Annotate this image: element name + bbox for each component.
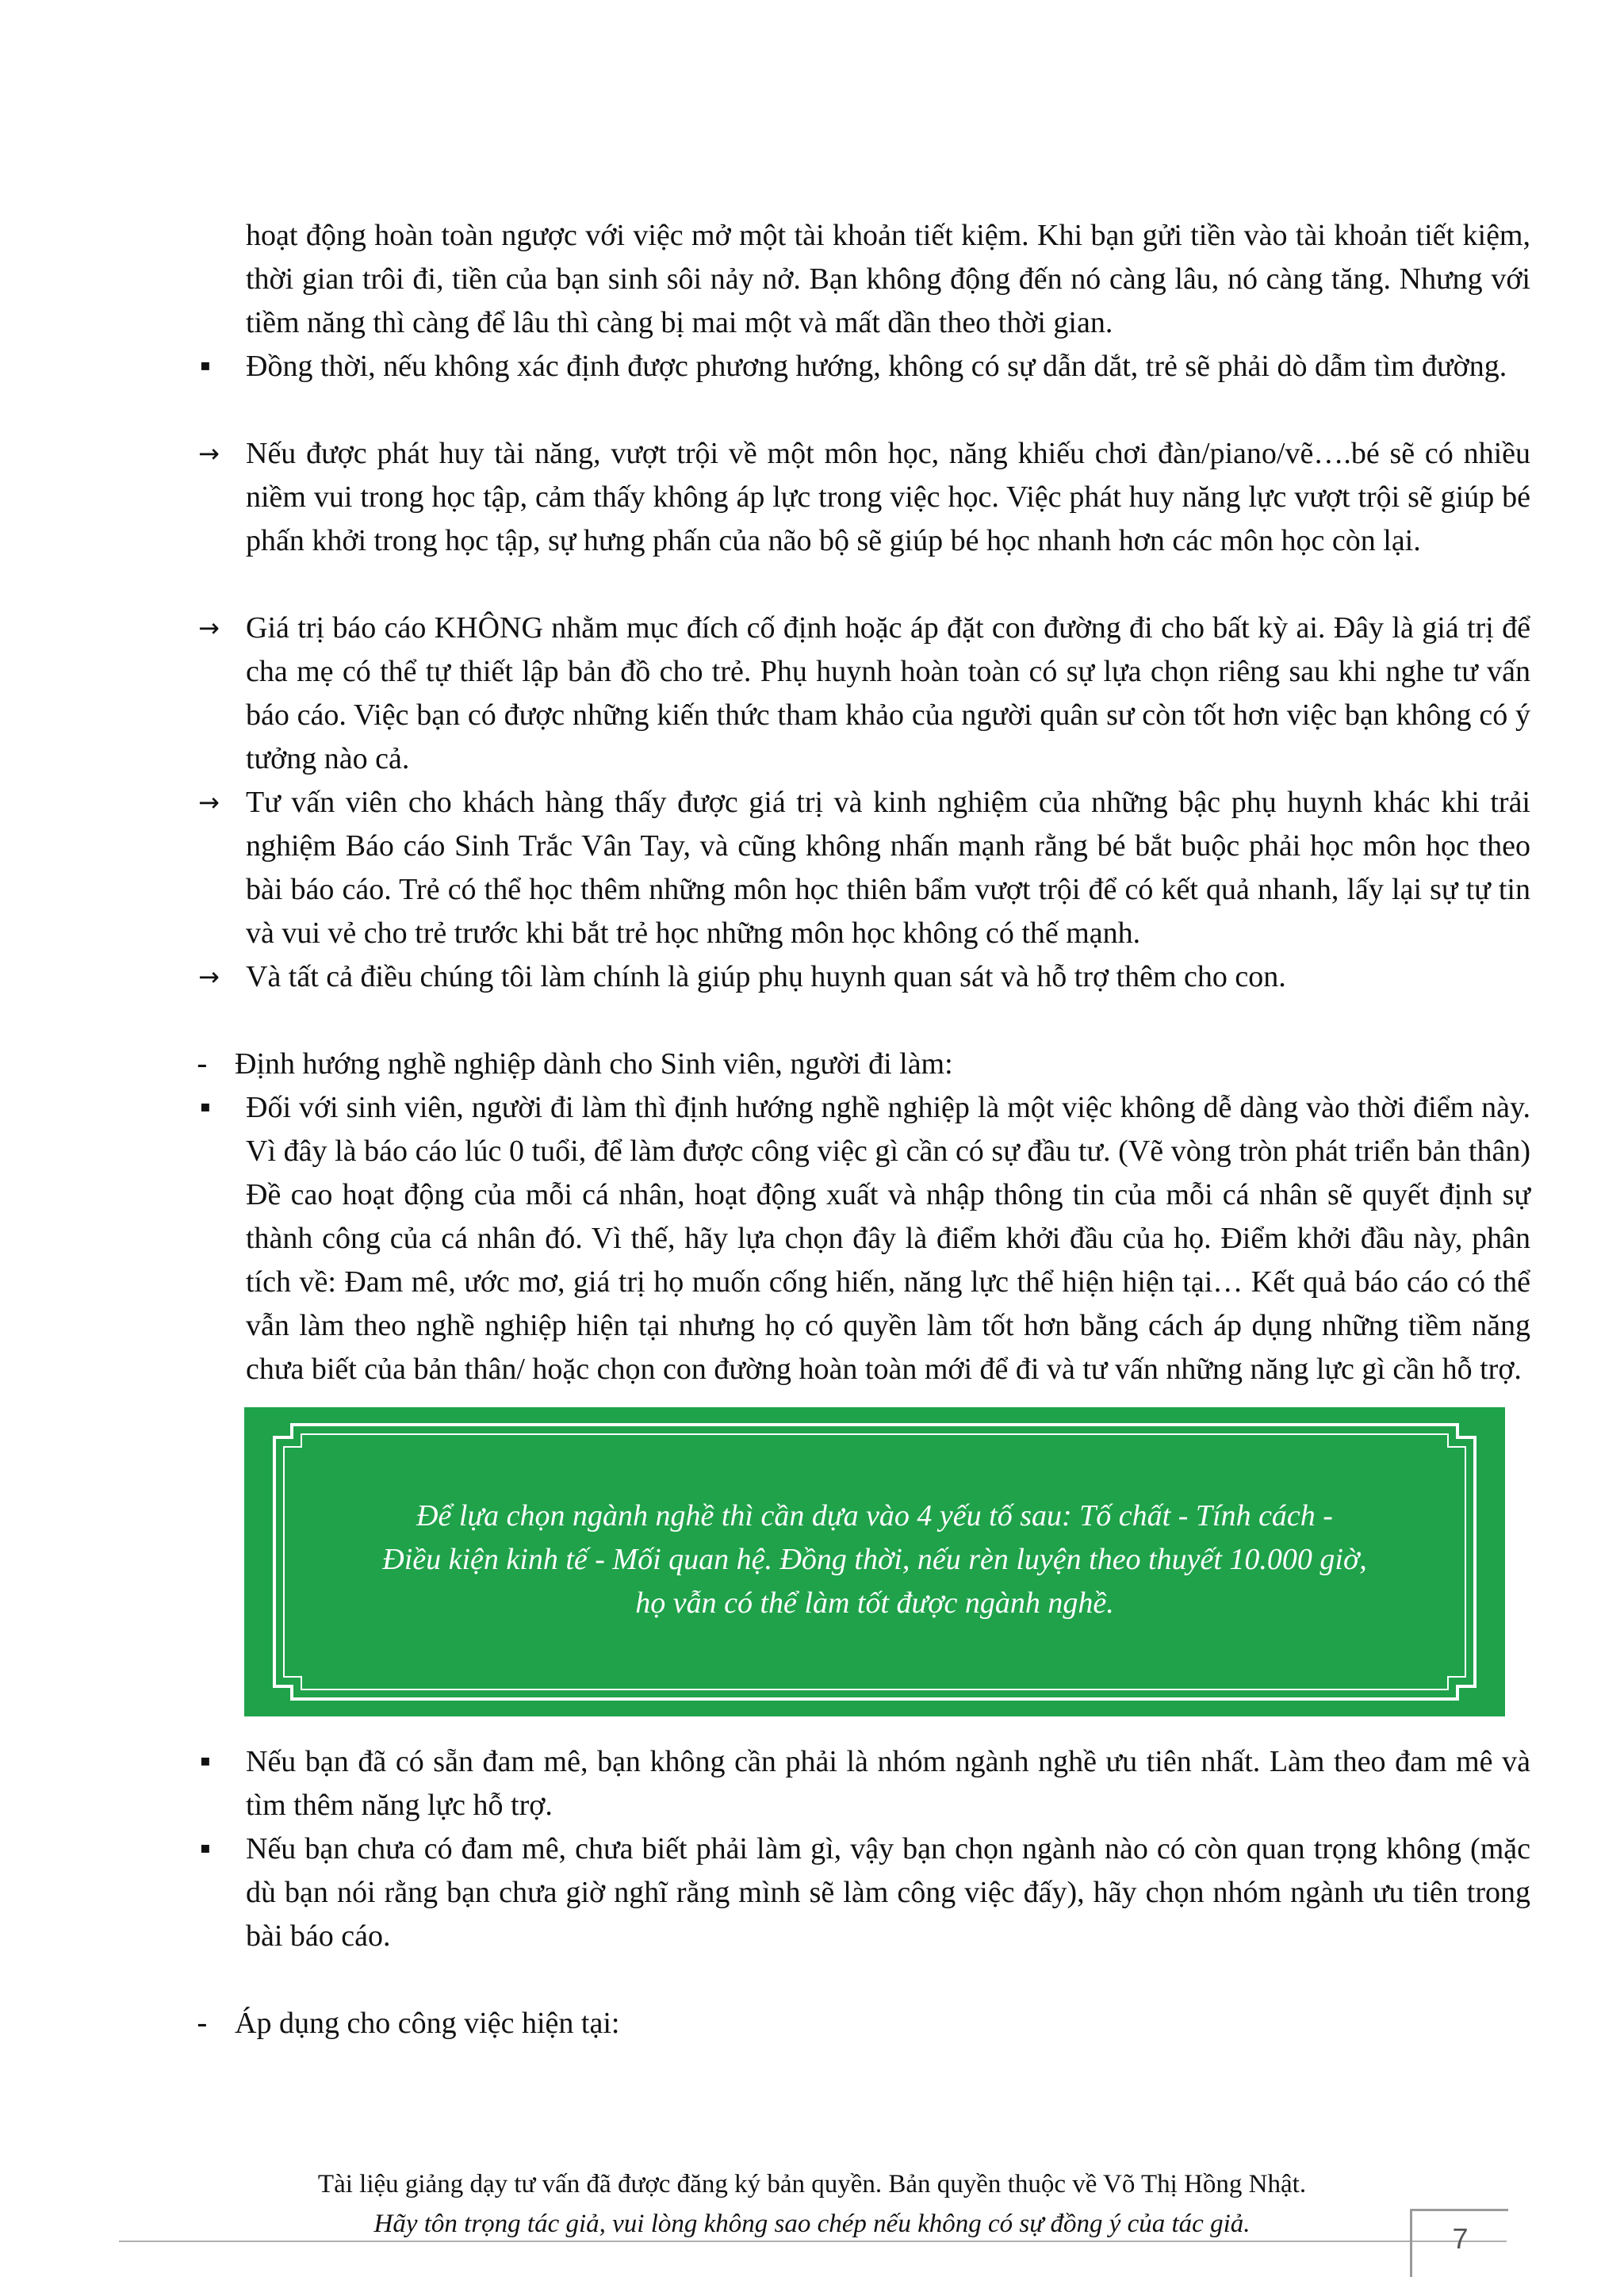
- arrow-item-support: [197, 955, 1530, 999]
- square-bullet-icon: ▪: [200, 1096, 211, 1115]
- callout-text: [308, 1494, 1442, 1625]
- arrow-item-text: Tư vấn viên cho khách hàng thấy được giá trị và kinh nghiệm của những bậc phụ huynh khác khi trải nghiệm Báo cáo Sinh Trắc Vân Tay, và cũng không nhấn mạnh rằng bé bắt buộc phải học môn học theo bài báo cáo. Trẻ có thể học thêm những môn học thiên bẩm vượt trội để có kết quả nhanh, lấy lại sự tự tin và vui vẻ cho trẻ trước khi bắt trẻ học những môn học không có thế mạnh.: [246, 786, 1530, 950]
- page-number-box: [1410, 2209, 1508, 2277]
- arrow-item-text: Giá trị báo cáo KHÔNG nhằm mục đích cố định hoặc áp đặt con đường đi cho bất kỳ ai. Đây là giá trị để cha mẹ có thể tự thiết lập bản đồ cho trẻ. Phụ huynh hoàn toàn có sự lựa chọn riêng sau khi nghe tư vấn báo cáo. Việc bạn có được những kiến thức tham khảo của người quân sư còn tốt hơn việc bạn không có ý tưởng nào cả.: [246, 611, 1530, 775]
- arrow-item-text: Nếu được phát huy tài năng, vượt trội về một môn học, năng khiếu chơi đàn/piano/vẽ….bé sẽ có nhiều niềm vui trong học tập, cảm thấy không áp lực trong việc học. Việc phát huy năng lực vượt trội sẽ giúp bé phấn khởi trong học tập, sự hưng phấn của não bộ sẽ giúp bé học nhanh hơn các môn học còn lại.: [246, 437, 1530, 557]
- arrow-item-talent: [197, 432, 1530, 563]
- callout-line: họ vẫn có thể làm tốt được ngành nghề.: [635, 1586, 1114, 1620]
- arrow-item-text: Và tất cả điều chúng tôi làm chính là giúp phụ huynh quan sát và hỗ trợ thêm cho con.: [246, 960, 1286, 993]
- bullet-students: [197, 1086, 1530, 1391]
- square-bullet-icon: ▪: [200, 355, 211, 374]
- dash-marker: -: [197, 2006, 208, 2041]
- callout-line: Để lựa chọn ngành nghề thì cần dựa vào 4 yếu tố sau: Tố chất - Tính cách -: [416, 1499, 1333, 1533]
- arrow-icon: →: [198, 787, 220, 817]
- paragraph-text: hoạt động hoàn toàn ngược với việc mở một tài khoản tiết kiệm. Khi bạn gửi tiền vào tài khoản tiết kiệm, thời gian trôi đi, tiền của bạn sinh sôi nảy nở. Bạn không động đến nó càng lâu, nó càng tăng. Nhưng với tiềm năng thì càng để lâu thì càng bị mai một và mất dần theo thời gian.: [246, 219, 1530, 339]
- bullet-no-passion: [197, 1827, 1530, 1958]
- dash-marker: -: [197, 1047, 208, 1081]
- bullet-passion: [197, 1740, 1530, 1827]
- section-heading-current-job: [197, 2002, 1530, 2045]
- arrow-icon: →: [198, 438, 220, 469]
- respect-author-notice: Hãy tôn trọng tác giả, vui lòng không sao chép nếu không có sự đồng ý của tác giả.: [373, 2210, 1251, 2238]
- section-heading-text: Định hướng nghề nghiệp dành cho Sinh viên, người đi làm:: [235, 1047, 953, 1081]
- square-bullet-icon: ▪: [200, 1751, 211, 1770]
- bullet-text: Đồng thời, nếu không xác định được phương hướng, không có sự dẫn dắt, trẻ sẽ phải dò dẫm tìm đường.: [246, 350, 1507, 383]
- paragraph-savings: [197, 214, 1530, 345]
- arrow-icon: →: [198, 962, 220, 992]
- callout-line: Điều kiện kinh tế - Mối quan hệ. Đồng thời, nếu rèn luyện theo thuyết 10.000 giờ,: [382, 1543, 1367, 1576]
- bullet-text: Đối với sinh viên, người đi làm thì định hướng nghề nghiệp là một việc không dễ dàng vào thời điểm này. Vì đây là báo cáo lúc 0 tuổi, để làm được công việc gì cần có sự đầu tư. (Vẽ vòng tròn phát triển bản thân) Đề cao hoạt động của mỗi cá nhân, hoạt động xuất và nhập thông tin của mỗi cá nhân sẽ quyết định sự thành công của cá nhân đó. Vì thế, hãy lựa chọn đây là điểm khởi đầu của họ. Điểm khởi đầu này, phân tích về: Đam mê, ước mơ, giá trị họ muốn cống hiến, năng lực thể hiện hiện tại… Kết quả báo cáo có thể vẫn làm theo nghề nghiệp hiện tại nhưng họ có quyền làm tốt hơn bằng cách áp dụng những tiềm năng chưa biết của bản thân/ hoặc chọn con đường hoàn toàn mới để đi và tư vấn những năng lực gì cần hỗ trợ.: [246, 1091, 1530, 1386]
- bullet-direction: [197, 345, 1530, 388]
- bullet-text: Nếu bạn đã có sẵn đam mê, bạn không cần phải là nhóm ngành nghề ưu tiên nhất. Làm theo đam mê và tìm thêm năng lực hỗ trợ.: [246, 1745, 1530, 1822]
- arrow-item-consultant: [197, 781, 1530, 955]
- copyright-notice: Tài liệu giảng dạy tư vấn đã được đăng ký bản quyền. Bản quyền thuộc về Võ Thị Hồng Nhật.: [317, 2170, 1307, 2198]
- arrow-icon: →: [198, 613, 220, 643]
- page-footer: [0, 2164, 1624, 2244]
- footer-rule: [119, 2241, 1507, 2242]
- callout-box: [244, 1407, 1505, 1716]
- section-heading-career: [197, 1043, 1530, 1086]
- square-bullet-icon: ▪: [200, 1838, 211, 1857]
- bullet-text: Nếu bạn chưa có đam mê, chưa biết phải làm gì, vậy bạn chọn ngành nào có còn quan trọng không (mặc dù bạn nói rằng bạn chưa giờ nghĩ rằng mình sẽ làm công việc đấy), hãy chọn nhóm ngành ưu tiên trong bài báo cáo.: [246, 1832, 1530, 1953]
- page-content: [197, 214, 1530, 2045]
- arrow-item-report-value: [197, 607, 1530, 781]
- section-heading-text: Áp dụng cho công việc hiện tại:: [235, 2007, 620, 2040]
- page-number: 7: [1452, 2222, 1469, 2255]
